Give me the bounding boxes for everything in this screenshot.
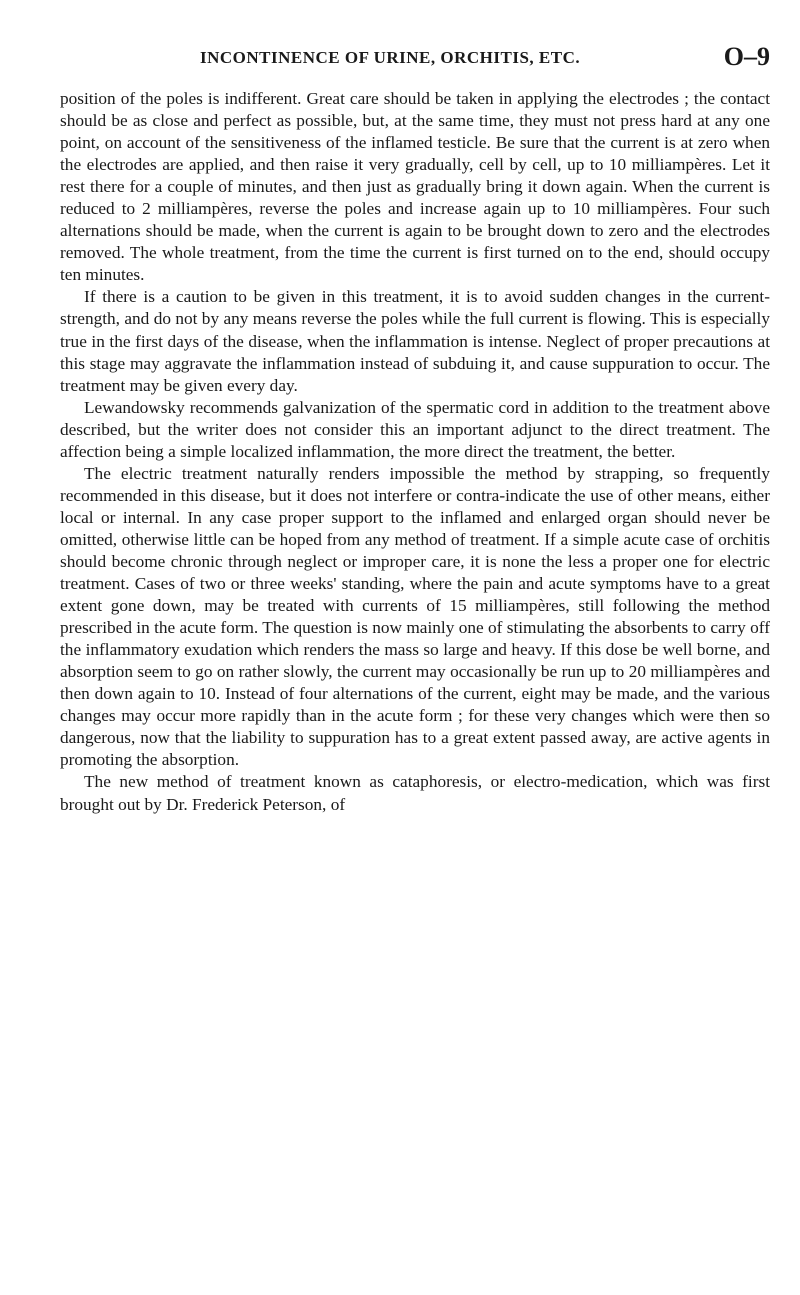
paragraph: position of the poles is indifferent. Great care should be taken in applying the electrodes ; the contact should be as close and perfect as possible, but, at the same time, they must not press hard at any one point, on account of the sensitiveness of the inflamed testicle. Be sure that the current is at zero when the electrodes are applied, and then raise it very gradually, cell by cell, up to 10 milliampères. Let it rest there for a couple of minutes, and then just as gradually bring it down again. When the current is reduced to 2 milliampères, reverse the poles and increase again up to 10 milliampères. Four such alternations should be made, when the current is again to be brought down to zero and the electrodes removed. The whole treatment, from the time the current is first turned on to the end, should occupy ten minutes. (60, 89, 770, 285)
running-title: INCONTINENCE OF URINE, ORCHITIS, ETC. (200, 48, 581, 67)
book-page (60, 40, 770, 816)
running-header (60, 40, 770, 76)
paragraph: If there is a caution to be given in this treatment, it is to avoid sudden changes in the current-strength, and do not by any means reverse the poles while the full current is flowing. This is especially true in the first days of the disease, when the inflammation is intense. Neglect of proper precautions at this stage may aggravate the inflammation instead of subduing it, and cause suppuration to occur. The treatment may be given every day. (60, 287, 770, 395)
paragraph: The electric treatment naturally renders impossible the method by strapping, so frequently recommended in this disease, but it does not interfere or contra-indicate the use of other means, either local or internal. In any case proper support to the inflamed and enlarged organ should never be omitted, otherwise little can be hoped from any method of treatment. If a simple acute case of orchitis should become chronic through neglect or improper care, it is none the less a proper one for electric treatment. Cases of two or three weeks' standing, where the pain and acute symptoms have to a great extent gone down, may be treated with currents of 15 milliampères, still following the method prescribed in the acute form. The question is now mainly one of stimulating the absorbents to carry off the inflammatory exudation which renders the mass so large and heavy. If this dose be well borne, and absorption seem to go on rather slowly, the current may occasionally be run up to 20 milliampères and then down again to 10. Instead of four alternations of the current, eight may be made, and the various changes may occur more rapidly than in the acute form ; for these very changes which were then so dangerous, now that the liability to suppuration has to a great extent passed away, are active agents in promoting the absorption. (60, 463, 770, 770)
paragraph: The new method of treatment known as cataphoresis, or electro-medication, which was first brought out by Dr. Frederick Peterson, of (60, 772, 770, 814)
page-number: O–9 (723, 42, 770, 71)
paragraph: Lewandowsky recommends galvanization of the spermatic cord in addition to the treatment above described, but the writer does not consider this an important adjunct to the direct treatment. The affection being a simple localized inflammation, the more direct the treatment, the better. (60, 397, 770, 461)
body-text (60, 88, 770, 816)
